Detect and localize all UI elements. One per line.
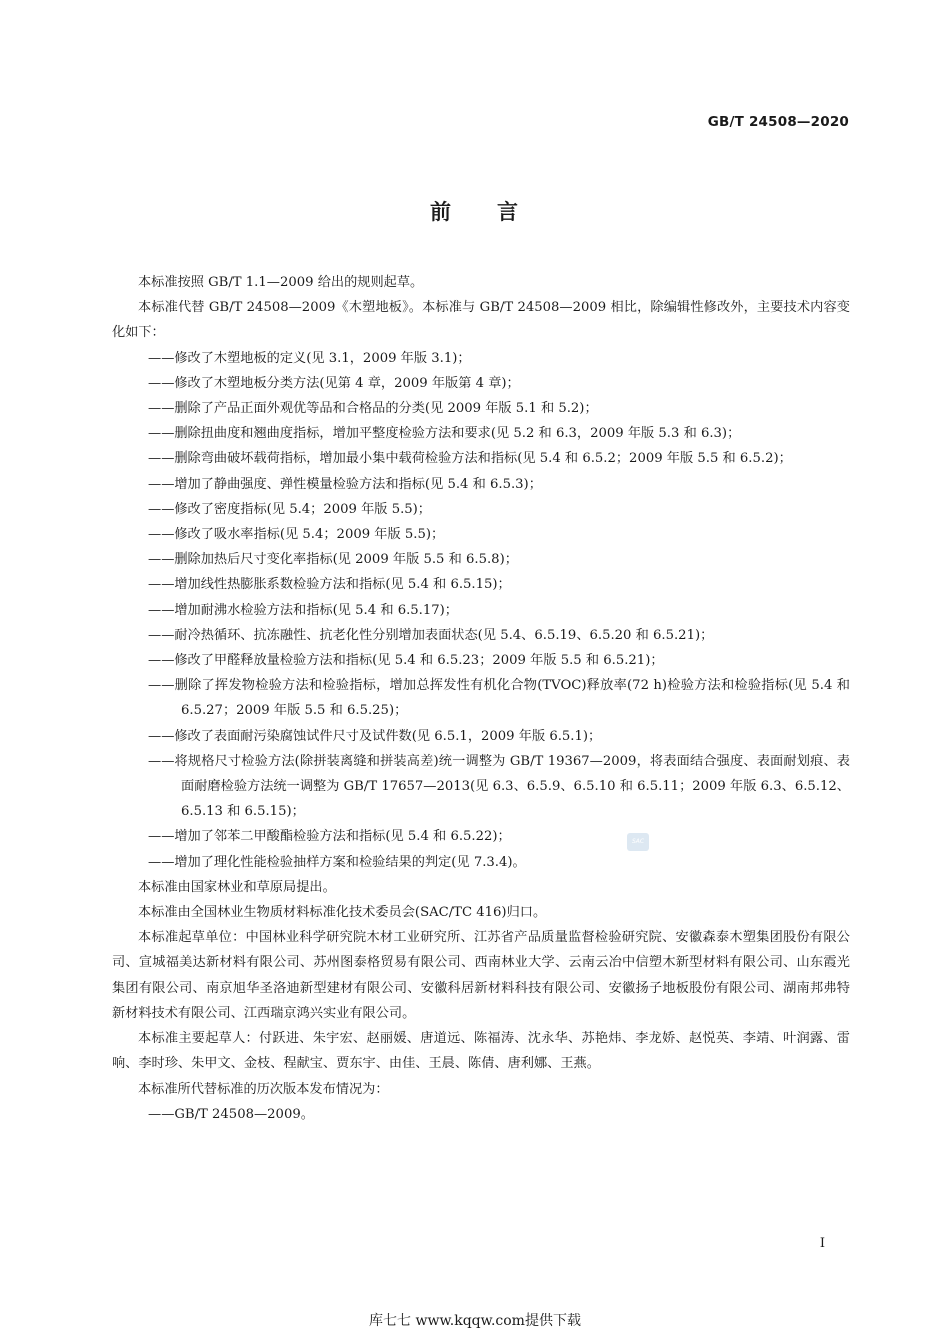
foreword-body <box>112 270 850 1127</box>
previous-version-item: ——GB/T 24508—2009。 <box>148 1106 314 1122</box>
change-item: ——删除扭曲度和翘曲度指标，增加平整度检验方法和要求(见 5.2 和 6.3，2009 年版 5.3 和 6.3)； <box>148 426 741 442</box>
paragraph: 本标准代替 GB/T 24508—2009《木塑地板》。本标准与 GB/T 24508—2009 相比，除编辑性修改外，主要技术内容变化如下： <box>112 300 850 341</box>
change-item: ——修改了表面耐污染腐蚀试件尺寸及试件数(见 6.5.1，2009 年版 6.5.1)； <box>148 728 602 744</box>
paragraph: 本标准由全国林业生物质材料标准化技术委员会(SAC/TC 416)归口。 <box>138 905 547 921</box>
standard-code: GB/T 24508—2020 <box>707 114 849 130</box>
change-item: ——增加了理化性能检验抽样方案和检验结果的判定(见 7.3.4)。 <box>148 854 526 870</box>
change-item: ——修改了密度指标(见 5.4；2009 年版 5.5)； <box>148 501 431 517</box>
change-item: ——修改了吸水率指标(见 5.4；2009 年版 5.5)； <box>148 527 445 543</box>
change-item: ——删除了挥发物检验方法和检验指标，增加总挥发性有机化合物(TVOC)释放率(72 h)检验方法和检验指标(见 5.4 和 6.5.27；2009 年版 5.5 和 6.5.25)； <box>148 678 850 719</box>
download-footer: 库七七 www.kqqw.com提供下载 <box>369 1313 581 1329</box>
change-item: ——将规格尺寸检验方法(除拼装离缝和拼装高差)统一调整为 GB/T 19367—2009，将表面结合强度、表面耐划痕、表面耐磨检验方法统一调整为 GB/T 17657—2013(见 6.3、6.5.9、6.5.10 和 6.5.11；2009 年版 6.3、6.5.12、6.5.13 和 6.5.15)； <box>148 753 850 820</box>
page-title <box>0 196 950 226</box>
change-item: ——修改了甲醛释放量检验方法和指标(见 5.4 和 6.5.23；2009 年版 5.5 和 6.5.21)； <box>148 653 664 669</box>
change-item: ——修改了木塑地板分类方法(见第 4 章，2009 年版第 4 章)； <box>148 375 520 391</box>
change-item: ——增加了静曲强度、弹性模量检验方法和指标(见 5.4 和 6.5.3)； <box>148 476 542 492</box>
sac-watermark-icon: SAC <box>627 833 649 851</box>
paragraph: 本标准按照 GB/T 1.1—2009 给出的规则起草。 <box>138 275 424 290</box>
paragraph: 本标准由国家林业和草原局提出。 <box>138 879 336 895</box>
change-item: ——耐冷热循环、抗冻融性、抗老化性分别增加表面状态(见 5.4、6.5.19、6.5.20 和 6.5.21)； <box>148 627 714 643</box>
change-item: ——删除弯曲破坏载荷指标，增加最小集中载荷检验方法和指标(见 5.4 和 6.5.2；2009 年版 5.5 和 6.5.2)； <box>148 451 792 467</box>
change-item: ——修改了木塑地板的定义(见 3.1，2009 年版 3.1)； <box>148 350 471 366</box>
change-item: ——增加耐沸水检验方法和指标(见 5.4 和 6.5.17)； <box>148 602 458 618</box>
change-item: ——增加线性热膨胀系数检验方法和指标(见 5.4 和 6.5.15)； <box>148 577 511 593</box>
title-part-1: 前 <box>430 200 453 224</box>
change-item: ——增加了邻苯二甲酸酯检验方法和指标(见 5.4 和 6.5.22)； <box>148 829 511 845</box>
title-part-2: 言 <box>497 200 520 224</box>
change-item: ——删除加热后尺寸变化率指标(见 2009 年版 5.5 和 6.5.8)； <box>148 552 518 568</box>
page-number: I <box>819 1236 825 1251</box>
paragraph: 本标准所代替标准的历次版本发布情况为： <box>138 1081 389 1097</box>
paragraph: 本标准主要起草人：付跃进、朱宇宏、赵丽媛、唐道远、陈福涛、沈永华、苏艳炜、李龙娇、赵悦英、李靖、叶润露、雷响、李时珍、朱甲文、金枝、程献宝、贾东宇、由佳、王晨、陈倩、唐利娜、王燕。 <box>112 1031 850 1072</box>
change-item: ——删除了产品正面外观优等品和合格品的分类(见 2009 年版 5.1 和 5.2)； <box>148 401 598 417</box>
paragraph: 本标准起草单位：中国林业科学研究院木材工业研究所、江苏省产品质量监督检验研究院、安徽森泰木塑集团股份有限公司、宣城福美达新材料有限公司、苏州图泰格贸易有限公司、西南林业大学、云南云冶中信塑木新型材料有限公司、山东霞光集团有限公司、南京旭华圣洛迪新型建材有限公司、安徽科居新材料科技有限公司、安徽扬子地板股份有限公司、湖南邦弗特新材料技术有限公司、江西瑞京鸿兴实业有限公司。 <box>112 930 850 1021</box>
